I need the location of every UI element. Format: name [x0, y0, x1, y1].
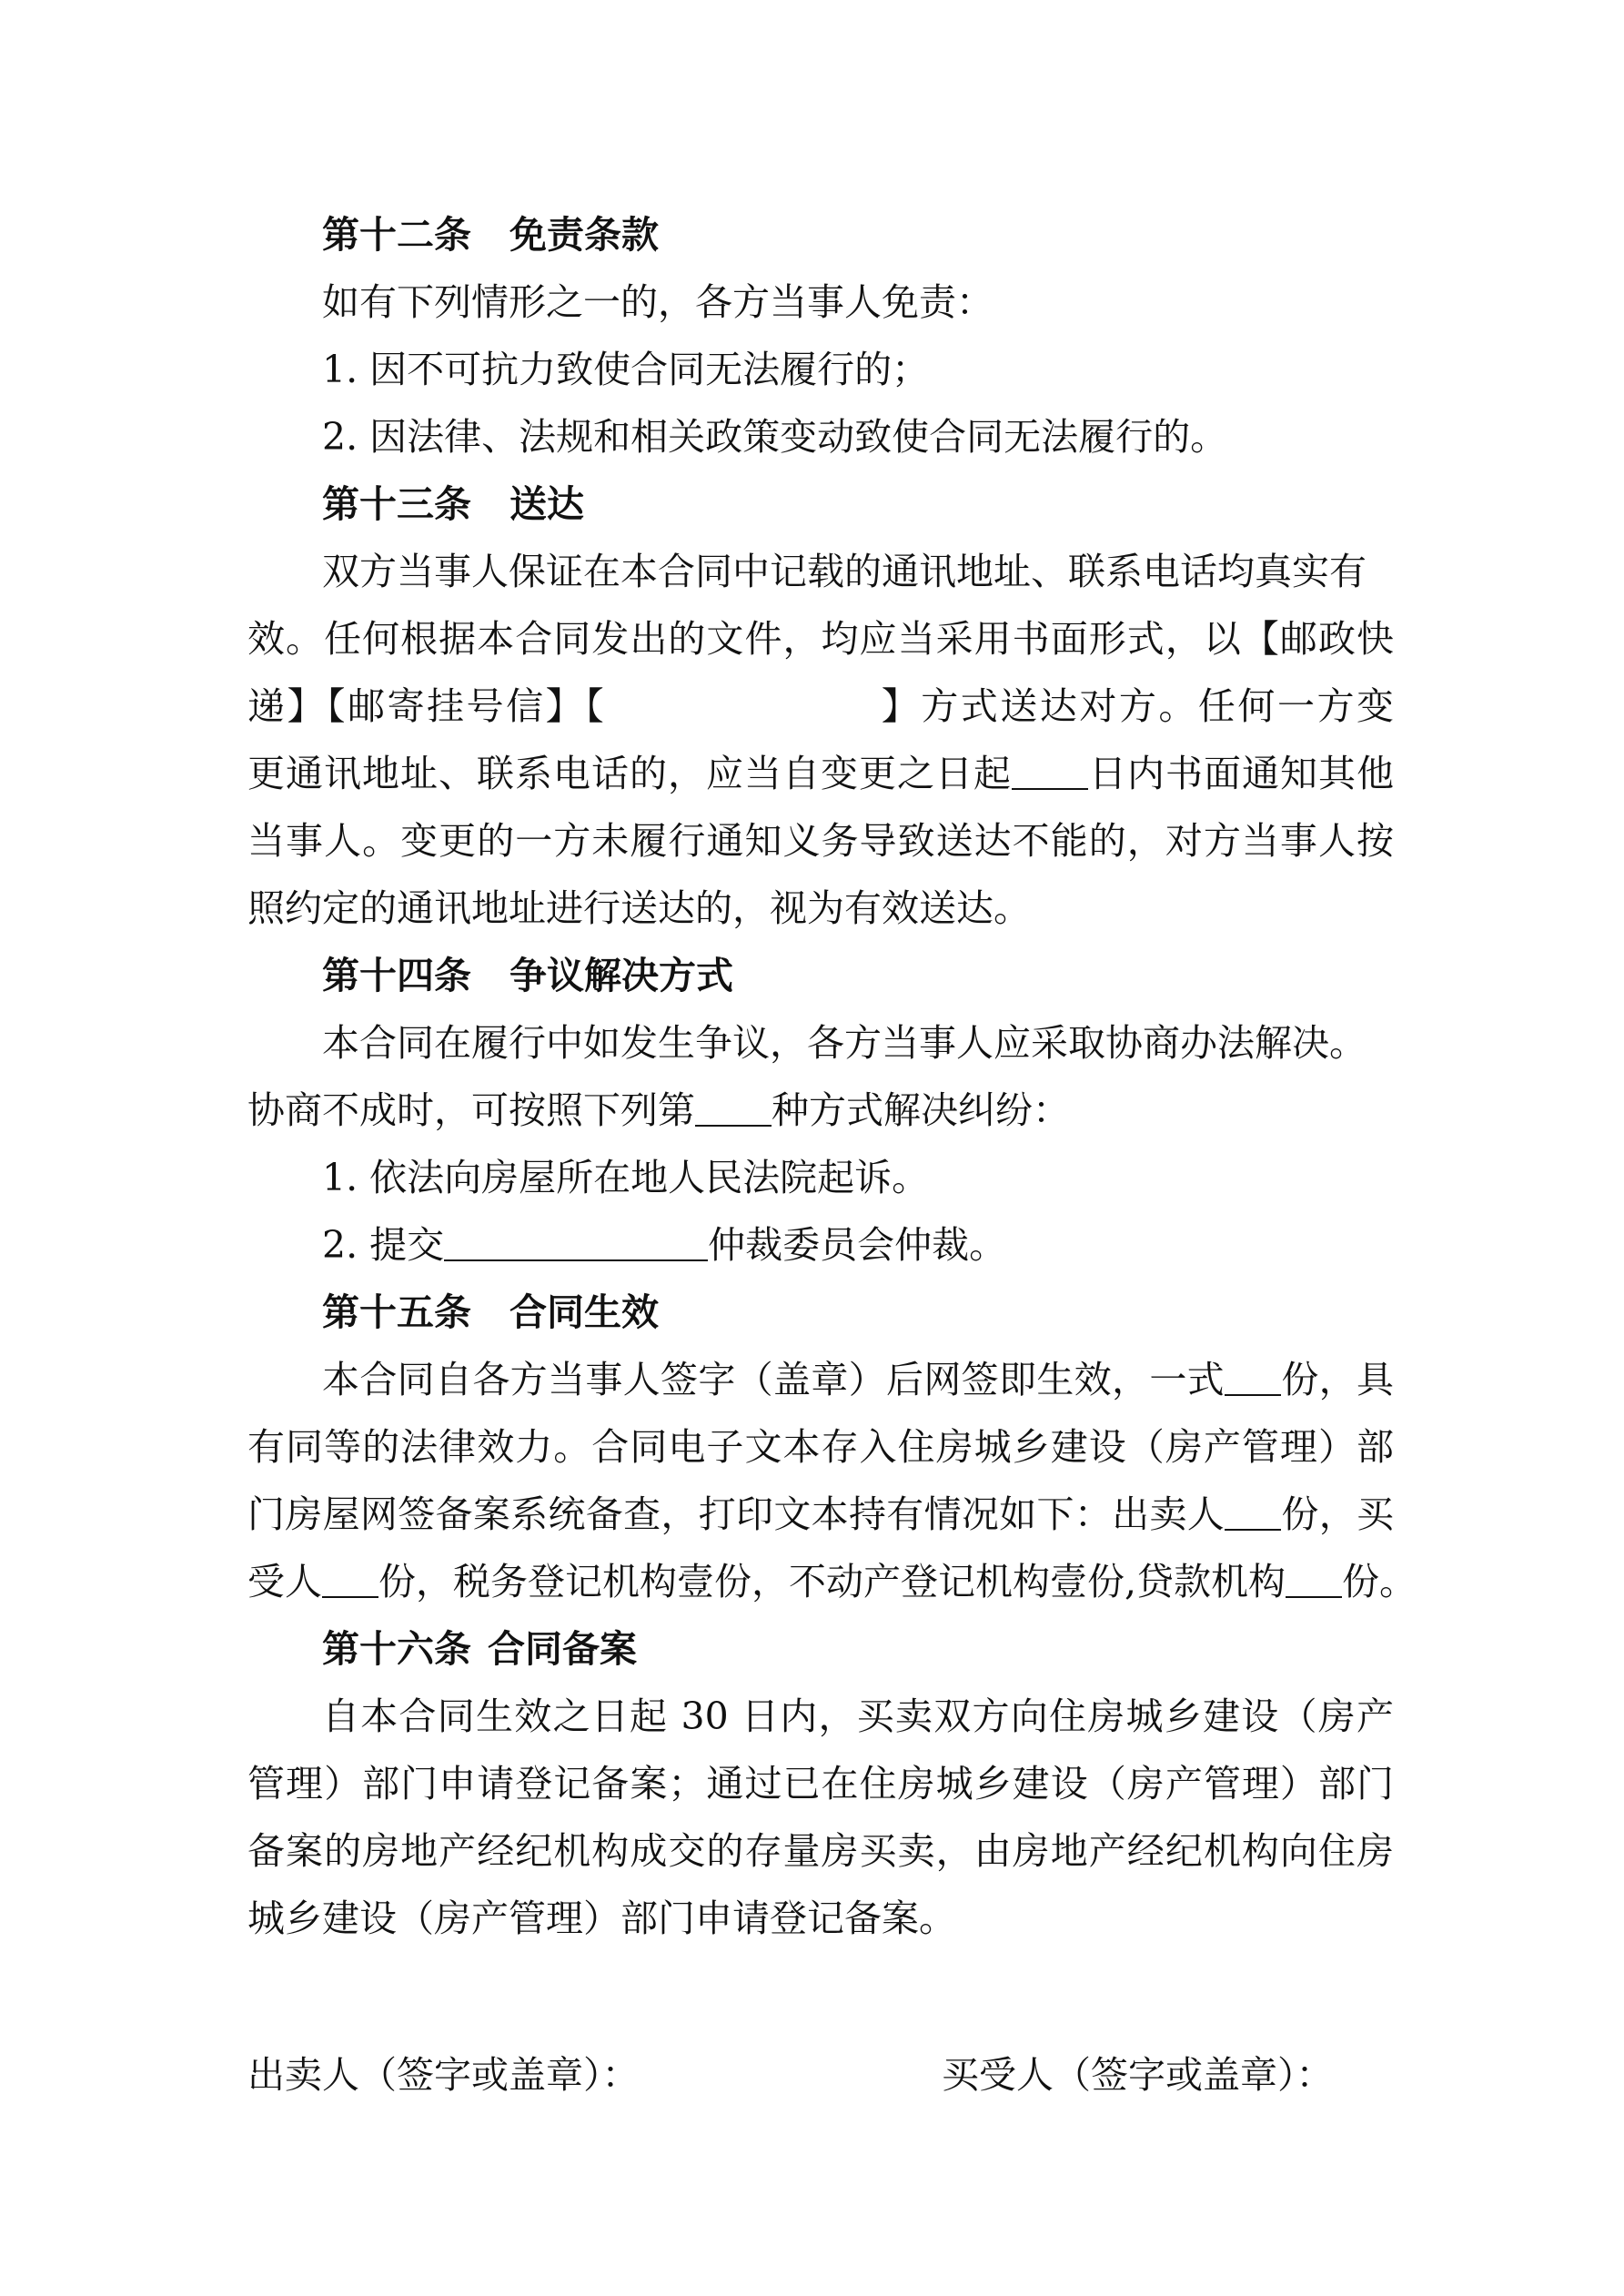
article-14-heading	[322, 948, 1468, 1003]
article-16-line-3: 备案的房地产经纪机构成交的存量房买卖，由房地产经纪机构向住房	[247, 1829, 1394, 1873]
article-16-line-2: 管理）部门申请登记备案；通过已在住房城乡建设（房产管理）部门	[247, 1762, 1394, 1805]
article-13-line-1: 双方当事人保证在本合同中记载的通讯地址、联系电话均真实有	[322, 550, 1367, 593]
article-16-line-1: 自本合同生效之日起 30 日内，买卖双方向住房城乡建设（房产	[322, 1694, 1394, 1738]
article-13-line-3-start: 递】【邮寄挂号信】【	[247, 684, 607, 728]
article-14-item-2	[322, 1218, 1468, 1272]
article-15-line-4-end: 份。	[1342, 1560, 1417, 1603]
article-15-number: 第十五条	[322, 1290, 471, 1334]
article-14-line-2	[247, 1083, 1394, 1138]
article-13-line-3-end: 】方式送达对方。任何一方变	[879, 684, 1395, 728]
seller-copies-blank[interactable]	[1225, 1496, 1281, 1531]
article-15-line-3-start: 门房屋网签备案系统备查，打印文本持有情况如下：出卖人	[247, 1492, 1226, 1536]
article-13-number: 第十三条	[322, 482, 471, 526]
article-13-line-2: 效。任何根据本合同发出的文件，均应当采用书面形式，以【邮政快	[247, 617, 1394, 661]
article-13-line-4-start: 更通讯地址、联系电话的，应当自变更之日起	[247, 752, 1012, 795]
article-14-item-2-end: 仲裁委员会仲裁。	[708, 1223, 1007, 1267]
article-13-line-4	[247, 746, 1394, 801]
article-14-number: 第十四条	[322, 954, 471, 997]
article-15-title: 合同生效	[509, 1290, 659, 1334]
article-15-line-4	[247, 1554, 1417, 1609]
article-15-line-1-start: 本合同自各方当事人签字（盖章）后网签即生效，一式	[322, 1358, 1225, 1401]
article-13-line-3	[247, 679, 1394, 733]
buyer-copies-blank[interactable]	[322, 1563, 378, 1598]
article-14-line-2-end: 种方式解决纠纷：	[772, 1088, 1070, 1132]
article-12-intro: 如有下列情形之一的，各方当事人免责：	[322, 280, 994, 324]
article-13-line-5: 当事人。变更的一方未履行通知义务导致送达不能的，对方当事人按	[247, 819, 1394, 863]
article-16-number: 第十六条	[322, 1627, 471, 1671]
article-13-title: 送达	[509, 482, 584, 526]
article-15-line-3	[247, 1487, 1394, 1542]
article-13-line-4-end: 日内书面通知其他	[1088, 752, 1394, 795]
article-15-line-4-middle: 份，税务登记机构壹份，不动产登记机构壹份,贷款机构	[378, 1560, 1286, 1603]
arbitration-committee-blank[interactable]	[444, 1227, 708, 1261]
buyer-signature-label: 买受人（签字或盖章）：	[942, 2053, 1334, 2097]
notice-days-blank[interactable]	[1012, 755, 1088, 790]
article-15-line-1	[322, 1352, 1394, 1407]
copies-total-blank[interactable]	[1225, 1361, 1281, 1396]
article-15-line-3-end: 份，买	[1281, 1492, 1395, 1536]
dispute-method-blank[interactable]	[695, 1092, 772, 1127]
article-16-heading	[322, 1622, 1468, 1676]
article-13-heading	[322, 477, 1468, 531]
article-14-title: 争议解决方式	[509, 954, 733, 997]
article-13-line-6: 照约定的通讯地址进行送达的，视为有效送达。	[247, 886, 1031, 930]
article-15-heading	[322, 1285, 1468, 1340]
article-12-heading	[322, 207, 1468, 262]
article-14-line-2-start: 协商不成时，可按照下列第	[247, 1088, 695, 1132]
article-12-item-1: 1. 因不可抗力致使合同无法履行的；	[322, 348, 930, 391]
article-12-title: 免责条款	[509, 213, 659, 257]
article-14-item-2-start: 2. 提交	[322, 1223, 445, 1267]
article-16-title: 合同备案	[488, 1627, 637, 1671]
seller-signature-label: 出卖人（签字或盖章）：	[247, 2053, 640, 2097]
lender-copies-blank[interactable]	[1286, 1563, 1342, 1598]
article-15-line-4-start: 受人	[247, 1560, 322, 1603]
article-12-item-2: 2. 因法律、法规和相关政策变动致使合同无法履行的。	[322, 415, 1228, 459]
article-14-line-1: 本合同在履行中如发生争议，各方当事人应采取协商办法解决。	[322, 1021, 1367, 1065]
article-16-line-4: 城乡建设（房产管理）部门申请登记备案。	[247, 1896, 956, 1940]
article-15-line-2: 有同等的法律效力。合同电子文本存入住房城乡建设（房产管理）部	[247, 1425, 1394, 1469]
article-14-item-1: 1. 依法向房屋所在地人民法院起诉。	[322, 1156, 930, 1199]
article-12-number: 第十二条	[322, 213, 471, 257]
article-15-line-1-end: 份，具	[1281, 1358, 1394, 1401]
